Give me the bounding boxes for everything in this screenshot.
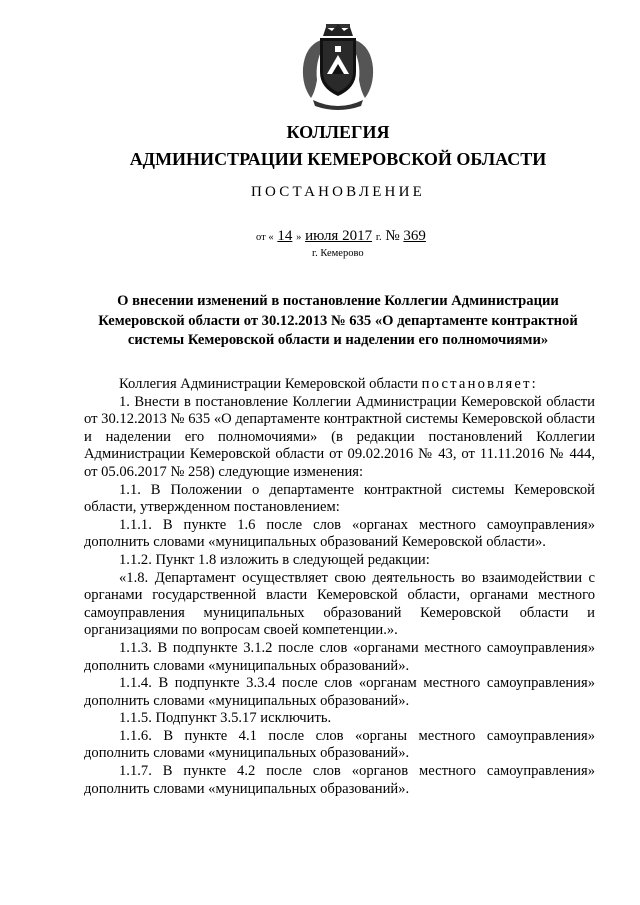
intro-resolves: постановляет: bbox=[421, 376, 538, 392]
document-date-line bbox=[256, 228, 426, 245]
document-title: О внесении изменений в постановление Коллегии Администрации Кемеровской области от 30.12.2013 № 635 «О департаменте контрактной системы Кемеровской области и наделении его полномочиями» bbox=[98, 293, 578, 349]
body-paragraph: 1.1.5. Подпункт 3.5.17 исключить. bbox=[119, 710, 332, 727]
document-number-label: № bbox=[385, 228, 400, 244]
date-mid: » bbox=[296, 232, 302, 243]
body-paragraph: 1.1.6. В пункте 4.1 после слов «органы местного самоуправления» дополнить словами «муниципальных образований». bbox=[84, 727, 595, 762]
document-number: 369 bbox=[403, 228, 426, 244]
body-paragraph: 1.1.2. Пункт 1.8 изложить в следующей редакции: bbox=[119, 551, 430, 568]
body-paragraph: 1.1.1. В пункте 1.6 после слов «органах местного самоуправления» дополнить словами «муниципальных образований Кемеровской области». bbox=[84, 516, 595, 551]
document-body bbox=[84, 376, 595, 798]
date-year-suffix: г. bbox=[375, 232, 382, 243]
body-paragraph: 1.1.4. В подпункте 3.3.4 после слов «органам местного самоуправления» дополнить словами «муниципальных образований». bbox=[84, 675, 595, 709]
intro-text: Коллегия Администрации Кемеровской области bbox=[119, 376, 418, 392]
body-paragraph: 1.1. В Положении о департаменте контрактной системы Кемеровской области, утвержденном постановлением: bbox=[84, 481, 595, 516]
org-name-line1: КОЛЛЕГИЯ bbox=[286, 122, 390, 142]
body-paragraph: «1.8. Департамент осуществляет свою деятельность во взаимодействии с органами государственной власти Кемеровской области, органами местного самоуправления муниципальных образований Кемеровской области и организациями по вопросам своей компетенции.». bbox=[84, 569, 595, 639]
body-paragraph: 1.1.7. В пункте 4.2 после слов «органов местного самоуправления» дополнить словами «муниципальных образований». bbox=[84, 763, 595, 797]
org-name-line2: АДМИНИСТРАЦИИ КЕМЕРОВСКОЙ ОБЛАСТИ bbox=[129, 149, 547, 169]
body-paragraph: 1. Внести в постановление Коллегии Администрации Кемеровской области от 30.12.2013 № 635 «О департаменте контрактной системы Кемеровской области и наделении его полномочиями» (в редакции постановлений Коллегии Администрации Кемеровской области от 09.02.2016 № 43, от 11.11.2016 № 444, от 05.06.2017 № 258) следующие изменения: bbox=[84, 393, 595, 480]
document-city: г. Кемерово bbox=[312, 248, 364, 259]
date-day: 14 bbox=[277, 228, 293, 244]
document-type: ПОСТАНОВЛЕНИЕ bbox=[251, 184, 425, 200]
date-prefix: от « bbox=[256, 232, 274, 243]
body-paragraph: 1.1.3. В подпункте 3.1.2 после слов «органами местного самоуправления» дополнить словами «муниципальных образований». bbox=[84, 639, 595, 674]
date-month-year: июля 2017 bbox=[305, 228, 373, 244]
body-intro bbox=[84, 376, 595, 394]
coat-of-arms-emblem bbox=[299, 22, 377, 110]
